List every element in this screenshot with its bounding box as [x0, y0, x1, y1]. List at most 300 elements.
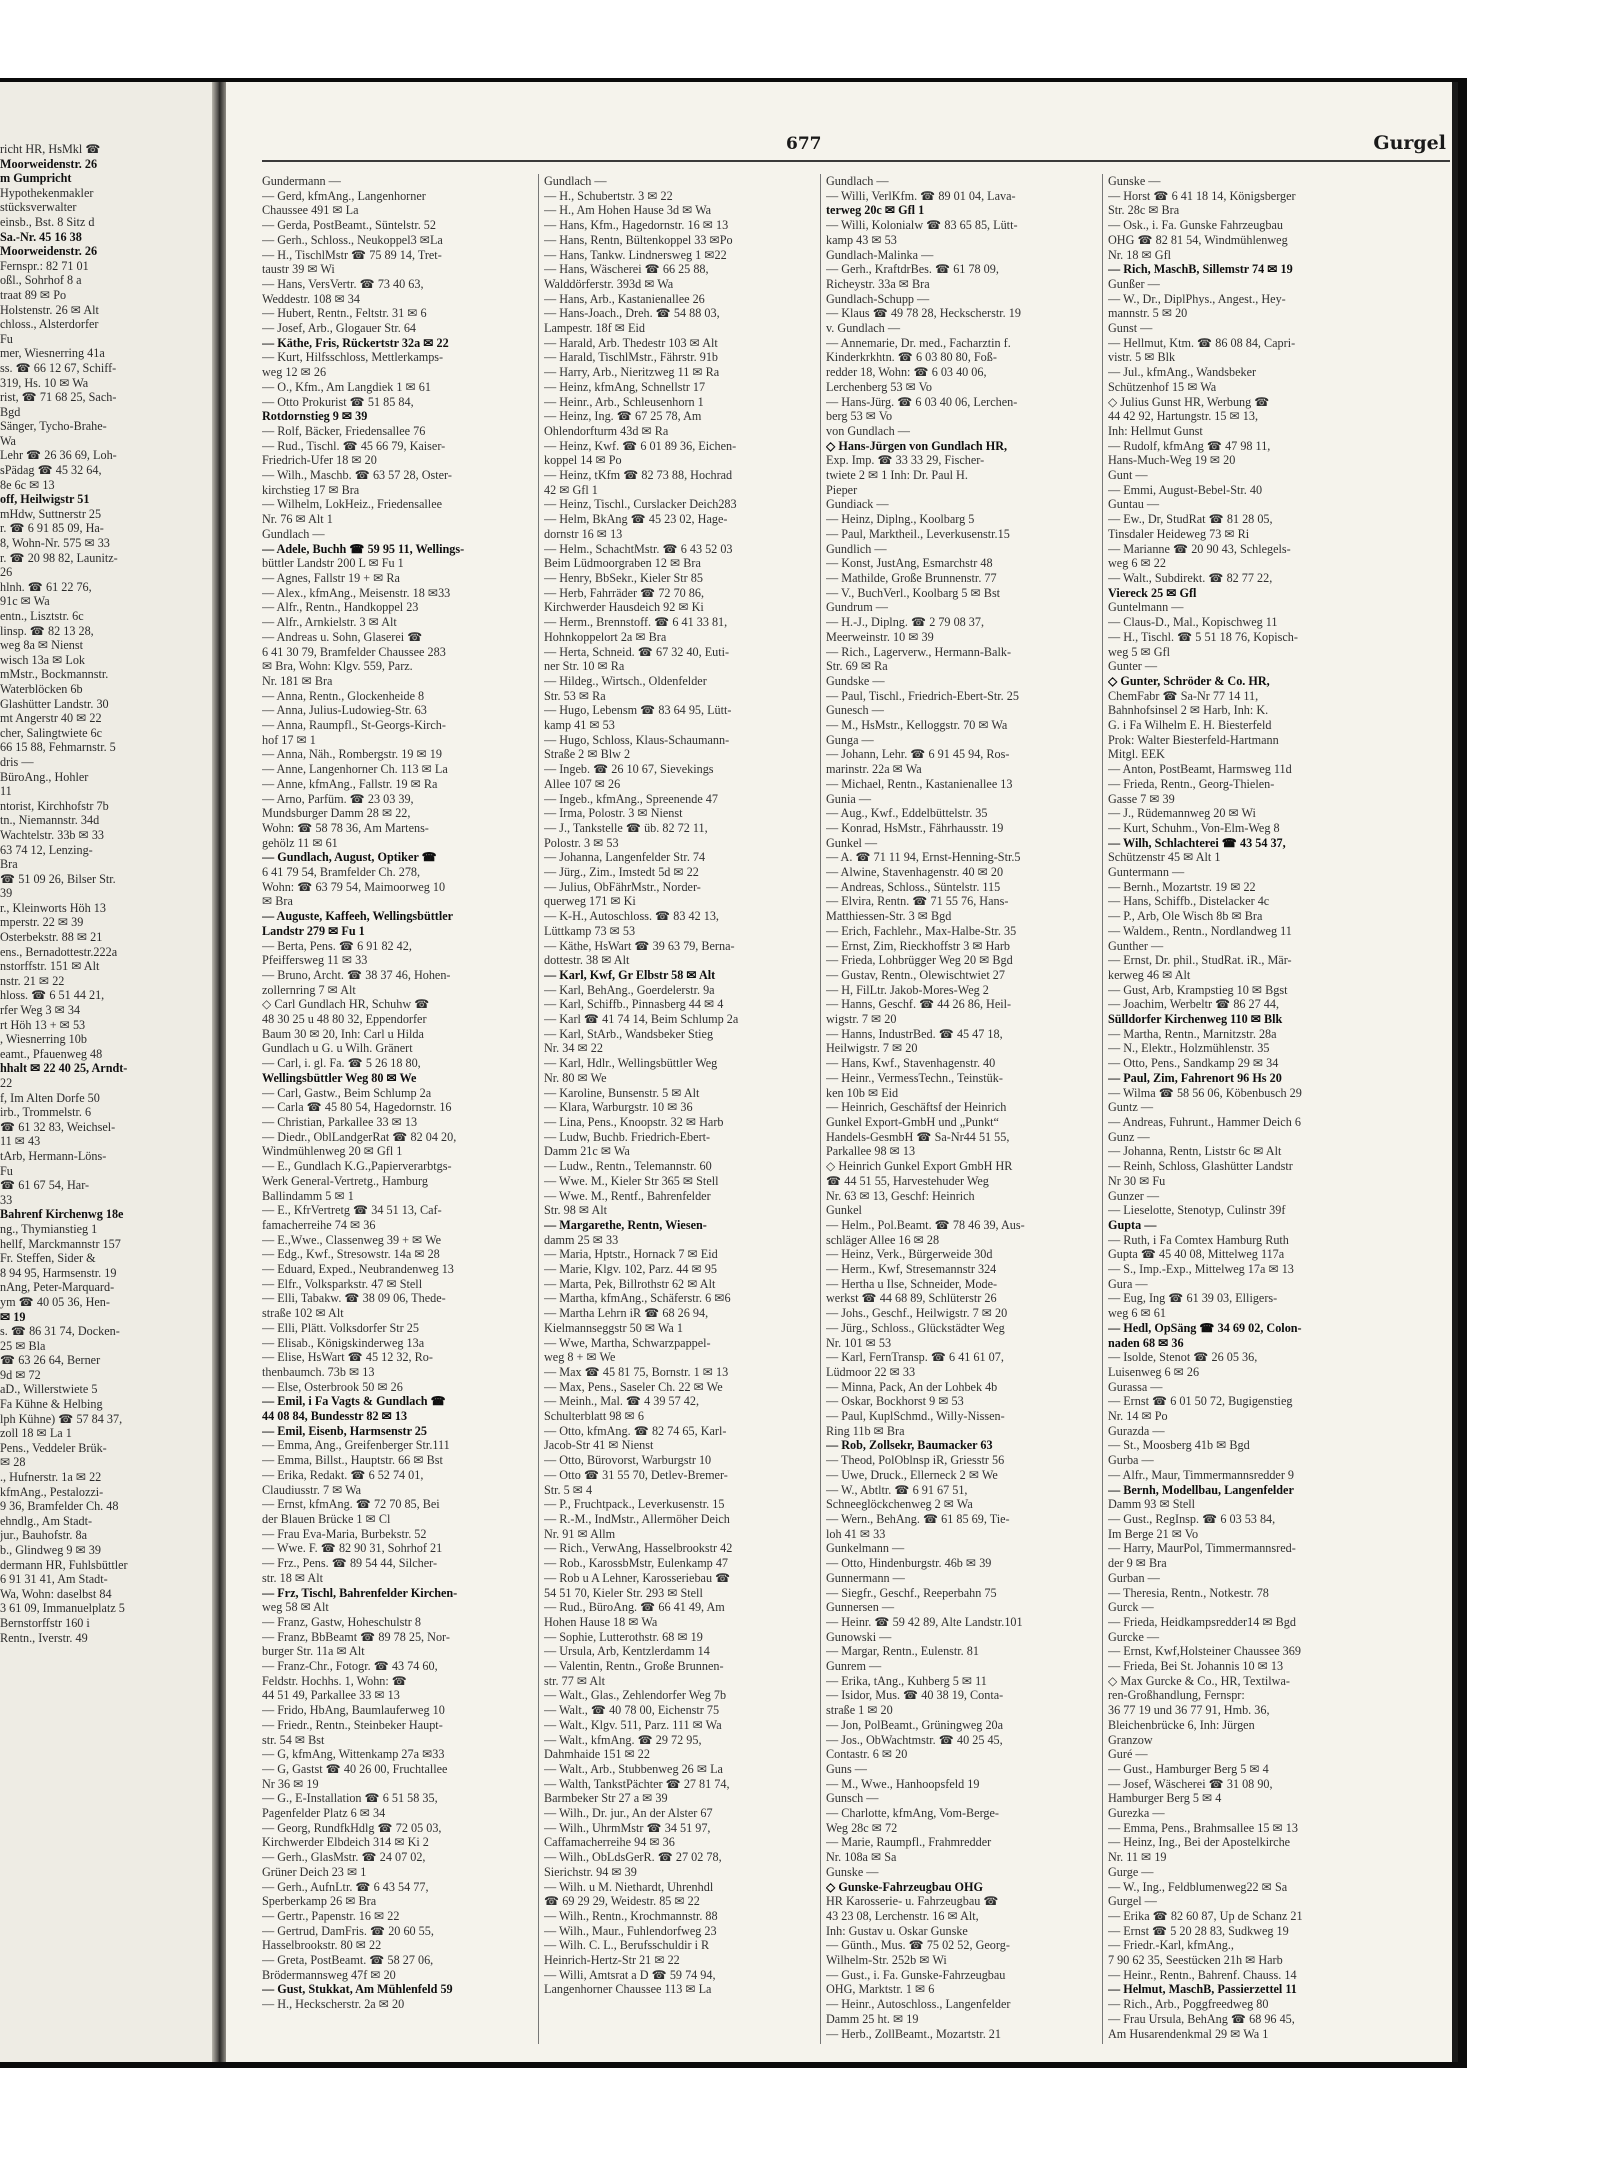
directory-entry: weg 6 ✉ 22: [1108, 556, 1166, 571]
directory-entry: Gundlich —: [826, 541, 887, 556]
directory-entry: Sänger, Tycho-Brahe-: [0, 419, 107, 434]
directory-entry: lph Kühne) ☎ 57 84 37,: [0, 1411, 123, 1426]
directory-entry: — Gertrud, DamFris. ☎ 20 60 55,: [262, 1923, 434, 1938]
directory-entry: 7 90 62 35, Seestücken 21h ✉ Harb: [1108, 1953, 1283, 1968]
directory-entry: — M., Wwe., Hanhoopsfeld 19: [826, 1776, 980, 1791]
directory-entry: — Rolf, Bäcker, Friedensallee 76: [262, 423, 426, 438]
directory-entry: — O., Kfm., Am Langdiek 1 ✉ 61: [262, 379, 431, 394]
directory-column-1: [262, 174, 532, 2012]
directory-entry: , Wiesnerring 10b: [0, 1032, 87, 1047]
directory-entry: — Harry, MaurPol, Timmermannsred-: [1108, 1541, 1296, 1556]
directory-entry: — Gust., i. Fa. Gunske-Fahrzeugbau: [826, 1967, 1006, 1982]
directory-entry: Heilwigstr. 7 ✉ 20: [826, 1041, 918, 1056]
directory-entry: ◇ Heinrich Gunkel Export GmbH HR: [826, 1159, 1013, 1174]
directory-entry: — Käthe, HsWart ☎ 39 63 79, Berna-: [544, 938, 735, 953]
directory-entry: — Wilh. u M. Niethardt, Uhrenhdl: [544, 1879, 714, 1894]
directory-entry: 6 41 79 54, Bramfelder Ch. 278,: [262, 865, 421, 880]
directory-entry: — Johs., Geschf., Heilwigstr. 7 ✉ 20: [826, 1306, 1008, 1321]
directory-entry: — Wilh. C. L., Berufsschuldir i R: [544, 1938, 710, 1953]
directory-entry: Nr. 14 ✉ Po: [1108, 1409, 1168, 1424]
directory-entry: 11: [0, 784, 12, 799]
directory-entry: irb., Trommelstr. 6: [0, 1105, 92, 1120]
directory-entry: — Heinz, kfmAng, Schnellstr 17: [544, 379, 706, 394]
directory-entry: kamp 43 ✉ 53: [826, 232, 897, 247]
directory-entry: — Meinh., Mal. ☎ 4 39 57 42,: [544, 1394, 699, 1409]
directory-entry: — Mathilde, Große Brunnenstr. 77: [826, 570, 997, 585]
directory-entry: — H., Schubertstr. 3 ✉ 22: [544, 188, 673, 203]
directory-entry: ken 10b ✉ Eid: [826, 1085, 899, 1100]
directory-entry: — Gerd, kfmAng., Langenhorner: [262, 188, 426, 203]
directory-page: [226, 82, 1458, 2062]
directory-entry: — Otto, Hindenburgstr. 46b ✉ 39: [826, 1556, 992, 1571]
directory-entry: — V., BuchVerl., Koolbarg 5 ✉ Bst: [826, 585, 1001, 600]
directory-entry: Guré —: [1108, 1747, 1148, 1762]
directory-entry: — Aug., Kwf., Eddelbüttelstr. 35: [826, 806, 988, 821]
directory-entry: entn., Lisztstr. 6c: [0, 609, 84, 623]
directory-entry: Friedrich-Ufer 18 ✉ 20: [262, 453, 377, 468]
directory-entry: Gundlach-Schupp —: [826, 291, 930, 306]
directory-entry: — Helm., Pol.Beamt. ☎ 78 46 39, Aus-: [826, 1217, 1025, 1232]
directory-entry: Holstenstr. 26 ✉ Alt: [0, 302, 99, 317]
directory-entry: — Walt., Klgv. 511, Parz. 111 ✉ Wa: [544, 1717, 722, 1732]
directory-entry: Gunther —: [1108, 938, 1164, 953]
directory-entry: — St., Moosberg 41b ✉ Bgd: [1108, 1438, 1250, 1453]
directory-entry: Lehr ☎ 26 36 69, Loh-: [0, 448, 117, 463]
directory-entry: mHdw, Suttnerstr 25: [0, 506, 102, 521]
directory-entry: — Heinz, Tischl., Curslacker Deich283: [544, 497, 737, 512]
directory-entry: — Ludw, Buchb. Friedrich-Ebert-: [544, 1129, 711, 1144]
directory-entry: dris —: [0, 754, 34, 769]
directory-entry: weg 8 + ✉ We: [544, 1350, 616, 1365]
directory-entry: zoll 18 ✉ La 1: [0, 1426, 72, 1441]
directory-entry: der Blauen Brücke 1 ✉ Cl: [262, 1511, 391, 1526]
directory-entry: — Hans, Wäscherei ☎ 66 25 88,: [544, 262, 709, 277]
directory-entry: weg 58 ✉ Alt: [262, 1600, 329, 1615]
page-edge: [1452, 82, 1458, 2062]
column-divider: [820, 174, 821, 2044]
directory-entry: Pfeiffersweg 11 ✉ 33: [262, 953, 368, 968]
column-divider: [1102, 174, 1103, 2044]
directory-entry: — Alwine, Stavenhagenstr. 40 ✉ 20: [826, 865, 1004, 880]
directory-entry: mMstr., Bockmannstr.: [0, 667, 109, 682]
directory-entry: — Margarethe, Rentn, Wiesen-: [544, 1217, 707, 1232]
directory-entry: — Erika, tAng., Kuhberg 5 ✉ 11: [826, 1673, 987, 1688]
directory-entry: Am Husarendenkmal 29 ✉ Wa 1: [1108, 2026, 1269, 2041]
directory-entry: — Henry, BbSekr., Kieler Str 85: [544, 570, 703, 585]
directory-entry: 33: [0, 1192, 13, 1207]
directory-entry: — Gust., RegInsp. ☎ 6 03 53 84,: [1108, 1511, 1276, 1526]
directory-entry: 6 41 30 79, Bramfelder Chaussee 283: [262, 644, 446, 659]
directory-entry: — Walt., ☎ 40 78 00, Eichenstr 75: [544, 1703, 720, 1718]
directory-entry: — Willi, Kolonialw ☎ 83 65 85, Lütt-: [826, 218, 1018, 233]
directory-entry: weg 6 ✉ 61: [1108, 1306, 1166, 1321]
directory-entry: Gura —: [1108, 1276, 1148, 1291]
directory-entry: f, Im Alten Dorfe 50: [0, 1090, 100, 1105]
directory-entry: — Oskar, Bockhorst 9 ✉ 53: [826, 1394, 964, 1409]
directory-entry: 319, Hs. 10 ✉ Wa: [0, 375, 89, 390]
directory-entry: — Klara, Warburgstr. 10 ✉ 36: [544, 1100, 693, 1115]
directory-entry: — Gerh., AufnLtr. ☎ 6 43 54 77,: [262, 1879, 429, 1894]
directory-entry: — Alfr., Rentn., Handkoppel 23: [262, 600, 419, 615]
directory-entry: — N., Elektr., Holzmühlenstr. 35: [1108, 1041, 1270, 1056]
directory-entry: — Herm., Kwf, Stresemannstr 324: [826, 1262, 997, 1277]
directory-entry: — Helm., SchachtMstr. ☎ 6 43 52 03: [544, 541, 733, 556]
directory-entry: büttler Landstr 200 L ✉ Fu 1: [262, 556, 404, 571]
directory-entry: Mundsburger Damm 28 ✉ 22,: [262, 806, 411, 821]
directory-entry: — Carl, i. gl. Fa. ☎ 5 26 18 80,: [262, 1056, 421, 1071]
directory-entry: — H., TischlMstr ☎ 75 89 14, Tret-: [262, 247, 442, 262]
directory-entry: — Georg, RundfkHdlg ☎ 72 05 03,: [262, 1820, 442, 1835]
directory-entry: — R.-M., IndMstr., Allermöher Deich: [544, 1511, 730, 1526]
directory-entry: — Gerh., KraftdrBes. ☎ 61 78 09,: [826, 262, 999, 277]
directory-entry: Lerchenberg 53 ✉ Vo: [826, 379, 932, 394]
directory-entry: — Charlotte, kfmAng, Vom-Berge-: [826, 1806, 999, 1821]
directory-entry: ☎ 63 26 64, Berner: [0, 1353, 101, 1368]
directory-entry: — A. ☎ 71 11 94, Ernst-Henning-Str.5: [826, 850, 1021, 865]
directory-entry: off, Heilwigstr 51: [0, 492, 90, 507]
directory-entry: — Wilh., Dr. jur., An der Alster 67: [544, 1806, 713, 1821]
directory-entry: — Marie, Klgv. 102, Parz. 44 ✉ 95: [544, 1262, 717, 1277]
directory-entry: twiete 2 ✉ 1 Inh: Dr. Paul H.: [826, 468, 968, 483]
directory-entry: — Wilh., ObLdsGerR. ☎ 27 02 78,: [544, 1850, 722, 1865]
directory-entry: — Heinr. ☎ 59 42 89, Alte Landstr.101: [826, 1614, 1023, 1629]
directory-entry: — Hans-Jürg. ☎ 6 03 40 06, Lerchen-: [826, 394, 1018, 409]
directory-entry: Hans-Much-Weg 19 ✉ 20: [1108, 453, 1236, 468]
directory-entry: Gunkelmann —: [826, 1541, 905, 1556]
directory-entry: aD., Willerstwiete 5: [0, 1382, 98, 1397]
directory-entry: — Heinr., VermessTechn., Teinstük-: [826, 1070, 1003, 1085]
directory-entry: — E., KfrVertretg ☎ 34 51 13, Caf-: [262, 1203, 442, 1218]
directory-entry: Beim Lüdmoorgraben 12 ✉ Bra: [544, 556, 701, 571]
directory-entry: — H., Heckscherstr. 2a ✉ 20: [262, 1997, 405, 2012]
directory-entry: — Rich., Lagerverw., Hermann-Balk-: [826, 644, 1012, 659]
directory-entry: Hohen Hause 18 ✉ Wa: [544, 1614, 658, 1629]
directory-entry: — Josef, Wäscherei ☎ 31 08 90,: [1108, 1776, 1273, 1791]
directory-entry: 3 61 09, Immanuelplatz 5: [0, 1601, 125, 1616]
directory-entry: — Anna, Rentn., Glockenheide 8: [262, 688, 425, 703]
directory-entry: Tinsdaler Heideweg 73 ✉ Ri: [1108, 526, 1250, 541]
directory-entry: — Otto, kfmAng. ☎ 82 74 65, Karl-: [544, 1423, 727, 1438]
directory-entry: HR Karosserie- u. Fahrzeugbau ☎: [826, 1894, 999, 1909]
directory-entry: — Osk., i. Fa. Gunske Fahrzeugbau: [1108, 218, 1283, 233]
directory-entry: Pens., Veddeler Brük-: [0, 1440, 107, 1455]
directory-entry: — Elli, Tabakw. ☎ 38 09 06, Thede-: [262, 1291, 446, 1306]
directory-entry: Schneeglöckchenweg 2 ✉ Wa: [826, 1497, 973, 1512]
directory-entry: stücksverwalter: [0, 200, 77, 215]
directory-entry: — P., Arb, Ole Wisch 8b ✉ Bra: [1108, 909, 1263, 924]
directory-entry: — Rich, MaschB, Sillemstr 74 ✉ 19: [1108, 262, 1293, 277]
directory-entry: — Gustav, Rentn., Olewischtwiet 27: [826, 967, 1005, 982]
directory-entry: — Frau Ursula, BehAng ☎ 68 96 45,: [1108, 2011, 1295, 2026]
directory-entry: — Erich, Fachlehr., Max-Halbe-Str. 35: [826, 923, 1017, 938]
directory-entry: — Berta, Pens. ☎ 6 91 82 42,: [262, 938, 412, 953]
directory-entry: 9d ✉ 72: [0, 1367, 41, 1382]
directory-entry: — Johanna, Rentn, Liststr 6c ✉ Alt: [1108, 1144, 1282, 1159]
directory-entry: dornstr 16 ✉ 13: [544, 526, 623, 541]
directory-entry: — Hans, Rentn, Bültenkoppel 33 ✉Po: [544, 232, 733, 247]
directory-entry: Kielmannseggstr 50 ✉ Wa 1: [544, 1320, 683, 1335]
directory-entry: Gundlach —: [262, 526, 325, 541]
directory-entry: Fa Kühne & Helbing: [0, 1397, 103, 1412]
directory-entry: — Ernst ☎ 5 20 28 83, Sudkweg 19: [1108, 1923, 1289, 1938]
directory-entry: nstr. 21 ✉ 22: [0, 973, 65, 988]
directory-entry: — Ernst ☎ 6 01 50 72, Bugigenstieg: [1108, 1394, 1293, 1409]
directory-entry: Gunter —: [1108, 659, 1158, 674]
directory-entry: — Anna, Julius-Ludowieg-Str. 63: [262, 703, 427, 718]
directory-entry: — Frz, Tischl, Bahrenfelder Kirchen-: [262, 1585, 458, 1600]
directory-entry: werkst ☎ 44 68 89, Schlüterstr 26: [826, 1291, 997, 1306]
directory-entry: Richeystr. 33a ✉ Bra: [826, 276, 930, 291]
directory-entry: Nr. 80 ✉ We: [544, 1070, 607, 1085]
directory-entry: Straße 2 ✉ Blw 2: [544, 747, 631, 762]
directory-entry: — Emmi, August-Bebel-Str. 40: [1108, 482, 1263, 497]
directory-entry: — Willi, Amtsrat a D ☎ 59 74 94,: [544, 1967, 716, 1982]
directory-entry: Gundrum —: [826, 600, 888, 615]
directory-entry: 9 36, Bramfelder Ch. 48: [0, 1499, 119, 1514]
page-number: 677: [786, 134, 822, 154]
directory-entry: Sa.-Nr. 45 16 38: [0, 229, 82, 244]
directory-entry: Gunske —: [826, 1864, 879, 1879]
directory-entry: gehölz 11 ✉ 61: [262, 835, 338, 850]
directory-entry: Ballindamm 5 ✉ 1: [262, 1188, 354, 1203]
directory-entry: jur., Bauhofstr. 8a: [0, 1528, 87, 1543]
directory-entry: — Otto, Bürovorst, Warburgstr 10: [544, 1453, 712, 1468]
directory-entry: mannstr. 5 ✉ 20: [1108, 306, 1188, 321]
directory-entry: Gunia —: [826, 791, 872, 806]
directory-entry: Gunkel Export-GmbH und „Punkt“: [826, 1115, 999, 1129]
directory-entry: — Arno, Parfüm. ☎ 23 03 39,: [262, 791, 414, 806]
directory-entry: tn., Niemannstr. 34d: [0, 813, 100, 828]
directory-entry: ◇ Gunter, Schröder & Co. HR,: [1108, 673, 1270, 688]
directory-entry: — Hertha u Ilse, Schneider, Mode-: [826, 1276, 998, 1291]
book-spread: [0, 82, 1458, 2062]
directory-entry: Wellingsbüttler Weg 80 ✉ We: [262, 1070, 417, 1085]
directory-entry: Nr 30 ✉ Fu: [1108, 1173, 1166, 1188]
directory-entry: Gupta ☎ 45 40 08, Mittelweg 117a: [1108, 1247, 1285, 1262]
directory-entry: Gunz —: [1108, 1129, 1150, 1144]
directory-entry: — Anne, Langenhorner Ch. 113 ✉ La: [262, 762, 448, 777]
directory-entry: 44 42 92, Hartungstr. 15 ✉ 13,: [1108, 409, 1259, 424]
directory-entry: — Willi, VerlKfm. ☎ 89 01 04, Lava-: [826, 188, 1016, 203]
directory-entry: — Emma, Billst., Hauptstr. 66 ✉ Bst: [262, 1453, 443, 1468]
directory-entry: — Marianne ☎ 20 90 43, Schlegels-: [1108, 541, 1291, 556]
directory-entry: — Martha Lehrn iR ☎ 68 26 94,: [544, 1306, 709, 1321]
directory-entry: — Frieda, Bei St. Johannis 10 ✉ 13: [1108, 1659, 1284, 1674]
directory-entry: — Hugo, Schloss, Klaus-Schaumann-: [544, 732, 730, 747]
directory-entry: Fu: [0, 331, 13, 346]
directory-entry: — W., Abtltr. ☎ 6 91 67 51,: [826, 1482, 968, 1497]
directory-entry: — Gust, Arb, Krampstieg 10 ✉ Bgst: [1108, 982, 1288, 997]
directory-entry: Contastr. 6 ✉ 20: [826, 1747, 908, 1762]
directory-entry: — Jürg., Schloss., Glückstädter Weg: [826, 1320, 1005, 1335]
directory-entry: — Uwe, Druck., Ellerneck 2 ✉ We: [826, 1467, 998, 1482]
directory-entry: — Harry, Arb., Nieritzweg 11 ✉ Ra: [544, 365, 720, 380]
directory-entry: — Gerda, PostBeamt., Süntelstr. 52: [262, 218, 436, 233]
directory-entry: — Wilhelm, LokHeiz., Friedensallee: [262, 497, 443, 512]
directory-entry: Gunnersen —: [826, 1600, 895, 1615]
directory-entry: — Hedl, OpSäng ☎ 34 69 02, Colon-: [1108, 1320, 1302, 1335]
directory-entry: — Jul., kfmAng., Wandsbeker: [1108, 365, 1257, 380]
directory-entry: Mitgl. EEK: [1108, 747, 1165, 762]
directory-entry: Inh: Hellmut Gunst: [1108, 423, 1203, 438]
directory-entry: — Gundlach, August, Optiker ☎: [262, 850, 437, 865]
directory-entry: weg 12 ✉ 26: [262, 365, 327, 380]
directory-entry: hloss. ☎ 6 51 44 21,: [0, 988, 105, 1003]
directory-entry: — Wwe, Martha, Schwarzpappel-: [544, 1335, 711, 1350]
directory-entry: Moorweidenstr. 26: [0, 244, 98, 259]
directory-entry: Bahrenf Kirchenwg 18e: [0, 1207, 124, 1222]
directory-entry: — Paul, KuplSchmd., Willy-Nissen-: [826, 1409, 1005, 1424]
directory-entry: Matthiessen-Str. 3 ✉ Bgd: [826, 909, 952, 924]
directory-entry: — Jürg., Zim., Imstedt 5d ✉ 22: [544, 865, 699, 880]
directory-entry: — Martha, Rentn., Marnitzstr. 28a: [1108, 1026, 1277, 1041]
directory-entry: — G., E-Installation ☎ 6 51 58 35,: [262, 1791, 438, 1806]
directory-entry: — Marie, Raumpfl., Frahmredder: [826, 1835, 992, 1850]
directory-entry: — Carla ☎ 45 80 54, Hagedornstr. 16: [262, 1100, 452, 1115]
directory-entry: Gundske —: [826, 673, 885, 688]
book-gutter: [212, 82, 226, 2062]
directory-entry: ✉ Bra: [262, 894, 293, 909]
directory-entry: ChemFabr ☎ Sa-Nr 77 14 11,: [1108, 688, 1259, 703]
directory-entry: — Emil, i Fa Vagts & Gundlach ☎: [262, 1394, 446, 1409]
directory-entry: — Heinz, Ing. ☎ 67 25 78, Am: [544, 409, 702, 424]
directory-entry: Landstr 279 ✉ Fu 1: [262, 923, 365, 938]
directory-entry: — Max ☎ 45 81 75, Bornstr. 1 ✉ 13: [544, 1364, 729, 1379]
directory-entry: 66 15 88, Fehmarnstr. 5: [0, 740, 116, 755]
directory-entry: schläger Allee 16 ✉ 28: [826, 1232, 940, 1247]
directory-entry: Str. 69 ✉ Ra: [826, 659, 888, 674]
directory-entry: — Elise, HsWart ☎ 45 12 32, Ro-: [262, 1350, 433, 1365]
directory-entry: Hamburger Berg 5 ✉ 4: [1108, 1791, 1222, 1806]
directory-entry: Schützenstr 45 ✉ Alt 1: [1108, 850, 1221, 865]
directory-entry: ◇ Gunske-Fahrzeugbau OHG: [826, 1879, 983, 1894]
directory-entry: v. Gundlach —: [826, 321, 901, 336]
directory-entry: — Otto, Pens., Sandkamp 29 ✉ 34: [1108, 1056, 1279, 1071]
directory-entry: — Heinz, Kwf. ☎ 6 01 89 36, Eichen-: [544, 438, 737, 453]
directory-entry: OHG ☎ 82 81 54, Windmühlenweg: [1108, 232, 1288, 247]
directory-entry: Guntelmann —: [1108, 600, 1184, 615]
directory-entry: r. ☎ 20 98 82, Launitz-: [0, 550, 118, 565]
directory-entry: ✉ Bra, Wohn: Klgv. 559, Parz.: [262, 659, 413, 674]
directory-entry: — Wilh, Schlachterei ☎ 43 54 37,: [1108, 835, 1286, 850]
directory-entry: — W., Dr., DiplPhys., Angest., Hey-: [1108, 291, 1286, 306]
directory-entry: — Christian, Parkallee 33 ✉ 13: [262, 1115, 418, 1129]
directory-entry: Pieper: [826, 482, 858, 497]
directory-entry: Sperberkamp 26 ✉ Bra: [262, 1894, 377, 1909]
directory-entry: cher, Salingtwiete 6c: [0, 725, 103, 740]
directory-entry: 25 ✉ Bla: [0, 1338, 46, 1353]
directory-entry: ◇ Julius Gunst HR, Werbung ☎: [1108, 394, 1270, 409]
directory-entry: — Isidor, Mus. ☎ 40 38 19, Conta-: [826, 1688, 1004, 1703]
directory-entry: naden 68 ✉ 36: [1108, 1335, 1184, 1350]
directory-entry: — Bruno, Archt. ☎ 38 37 46, Hohen-: [262, 967, 451, 982]
directory-entry: — Agnes, Fallstr 19 + ✉ Ra: [262, 570, 400, 585]
directory-entry: Gurassa —: [1108, 1379, 1163, 1394]
directory-entry: — H., Am Hohen Hause 3d ✉ Wa: [544, 203, 712, 218]
directory-entry: — Theresia, Rentn., Notkestr. 78: [1108, 1585, 1269, 1600]
directory-entry: — Jon, PolBeamt., Grüningweg 20a: [826, 1717, 1004, 1732]
directory-entry: Sierichstr. 94 ✉ 39: [544, 1864, 637, 1879]
directory-entry: Hohnkoppelort 2a ✉ Bra: [544, 629, 667, 644]
directory-entry: Nr. 11 ✉ 19: [1108, 1850, 1167, 1865]
directory-entry: burger Str. 11a ✉ Alt: [262, 1644, 365, 1659]
directory-entry: Guntau —: [1108, 497, 1160, 512]
directory-entry: straße 102 ✉ Alt: [262, 1306, 344, 1321]
directory-entry: Gurban —: [1108, 1570, 1160, 1585]
directory-entry: Ring 11b ✉ Bra: [826, 1423, 905, 1438]
directory-entry: — Eug, Ing ☎ 61 39 03, Elligers-: [1108, 1291, 1278, 1306]
directory-entry: vistr. 5 ✉ Blk: [1108, 350, 1176, 365]
directory-entry: Jacob-Str 41 ✉ Nienst: [544, 1438, 654, 1453]
directory-entry: — Anna, Näh., Rombergstr. 19 ✉ 19: [262, 747, 442, 762]
directory-entry: eamt., Pfauenweg 48: [0, 1046, 103, 1061]
directory-entry: — Karl, BehAng., Goerdelerstr. 9a: [544, 982, 715, 997]
directory-entry: Wa: [0, 433, 16, 448]
directory-entry: Nr. 63 ✉ 13, Geschf: Heinrich: [826, 1188, 975, 1203]
directory-entry: Baum 30 ✉ 20, Inh: Carl u Hilda: [262, 1026, 424, 1041]
directory-entry: — Isolde, Stenot ☎ 26 05 36,: [1108, 1350, 1258, 1365]
directory-entry: hlnh. ☎ 61 22 76,: [0, 579, 92, 594]
directory-entry: hhalt ✉ 22 40 25, Arndt-: [0, 1061, 128, 1076]
directory-entry: ◇ Carl Gundlach HR, Schuhw ☎: [262, 997, 430, 1012]
directory-entry: — Ernst, kfmAng. ☎ 72 70 85, Bei: [262, 1497, 440, 1512]
directory-entry: 6 91 31 41, Am Stadt-: [0, 1572, 108, 1587]
directory-entry: — Emma, Pens., Brahmsallee 15 ✉ 13: [1108, 1820, 1298, 1835]
directory-entry: — E.,Wwe., Classenweg 39 + ✉ We: [262, 1232, 442, 1247]
directory-entry: ng., Thymianstieg 1: [0, 1221, 98, 1236]
directory-entry: Weg 28c ✉ 72: [826, 1820, 898, 1835]
directory-entry: — Günth., Mus. ☎ 75 02 52, Georg-: [826, 1938, 1010, 1953]
directory-entry: str. 54 ✉ Bst: [262, 1732, 325, 1747]
directory-entry: Guns —: [826, 1761, 867, 1776]
directory-entry: rfer Weg 3 ✉ 34: [0, 1003, 81, 1018]
directory-entry: Fernspr.: 82 71 01: [0, 258, 89, 273]
directory-entry: Meerweinstr. 10 ✉ 39: [826, 629, 934, 644]
directory-entry: Glashütter Landstr. 30: [0, 696, 109, 711]
directory-entry: Gurcke —: [1108, 1629, 1160, 1644]
directory-entry: — Gerh., Schloss., Neukoppel3 ✉La: [262, 232, 443, 247]
directory-entry: Guntz —: [1108, 1100, 1154, 1115]
directory-entry: — Ernst, Zim, Rieckhoffstr 3 ✉ Harb: [826, 938, 1010, 953]
directory-entry: — Heinz, tKfm ☎ 82 73 88, Hochrad: [544, 468, 733, 483]
directory-entry: querweg 171 ✉ Ki: [544, 894, 636, 909]
directory-entry: — Friedr.-Karl, kfmAng.,: [1108, 1938, 1234, 1953]
directory-entry: Gunga —: [826, 732, 874, 747]
directory-entry: ✉ 28: [0, 1455, 26, 1470]
directory-entry: famacherreihe 74 ✉ 36: [262, 1217, 376, 1232]
directory-entry: 48 30 25 u 48 80 32, Eppendorfer: [262, 1012, 427, 1027]
directory-entry: dermann HR, Fuhlsbüttler: [0, 1557, 128, 1572]
directory-entry: kamp 41 ✉ 53: [544, 718, 615, 733]
directory-entry: Dahmhaide 151 ✉ 22: [544, 1747, 650, 1762]
directory-entry: — Karl, StArb., Wandsbeker Stieg: [544, 1026, 714, 1041]
directory-entry: — Minna, Pack, An der Lohbek 4b: [826, 1379, 998, 1394]
directory-entry: Fr. Steffen, Sider &: [0, 1251, 96, 1266]
directory-entry: — Josef, Arb., Glogauer Str. 64: [262, 321, 417, 336]
directory-entry: m Gumpricht: [0, 171, 72, 186]
directory-entry: — Ingeb., kfmAng., Spreenende 47: [544, 791, 718, 806]
directory-entry: traat 89 ✉ Po: [0, 287, 67, 302]
directory-entry: — Karl, Hdlr., Wellingsbüttler Weg: [544, 1056, 718, 1071]
directory-entry: ens., Bernadottestr.222a: [0, 944, 118, 959]
directory-entry: Feldstr. Hochhs. 1, Wohn: ☎: [262, 1673, 407, 1688]
directory-entry: — Rudolf, kfmAng ☎ 47 98 11,: [1108, 438, 1271, 453]
directory-entry: — Frieda, Rentn., Georg-Thielen-: [1108, 776, 1275, 791]
directory-entry: Handels-GesmbH ☎ Sa-Nr44 51 55,: [826, 1129, 1010, 1144]
directory-entry: — Ursula, Arb, Kentzlerdamm 14: [544, 1644, 710, 1659]
directory-entry: damm 25 ✉ 33: [544, 1232, 619, 1247]
directory-entry: — G, Gastst ☎ 40 26 00, Fruchtallee: [262, 1761, 448, 1776]
